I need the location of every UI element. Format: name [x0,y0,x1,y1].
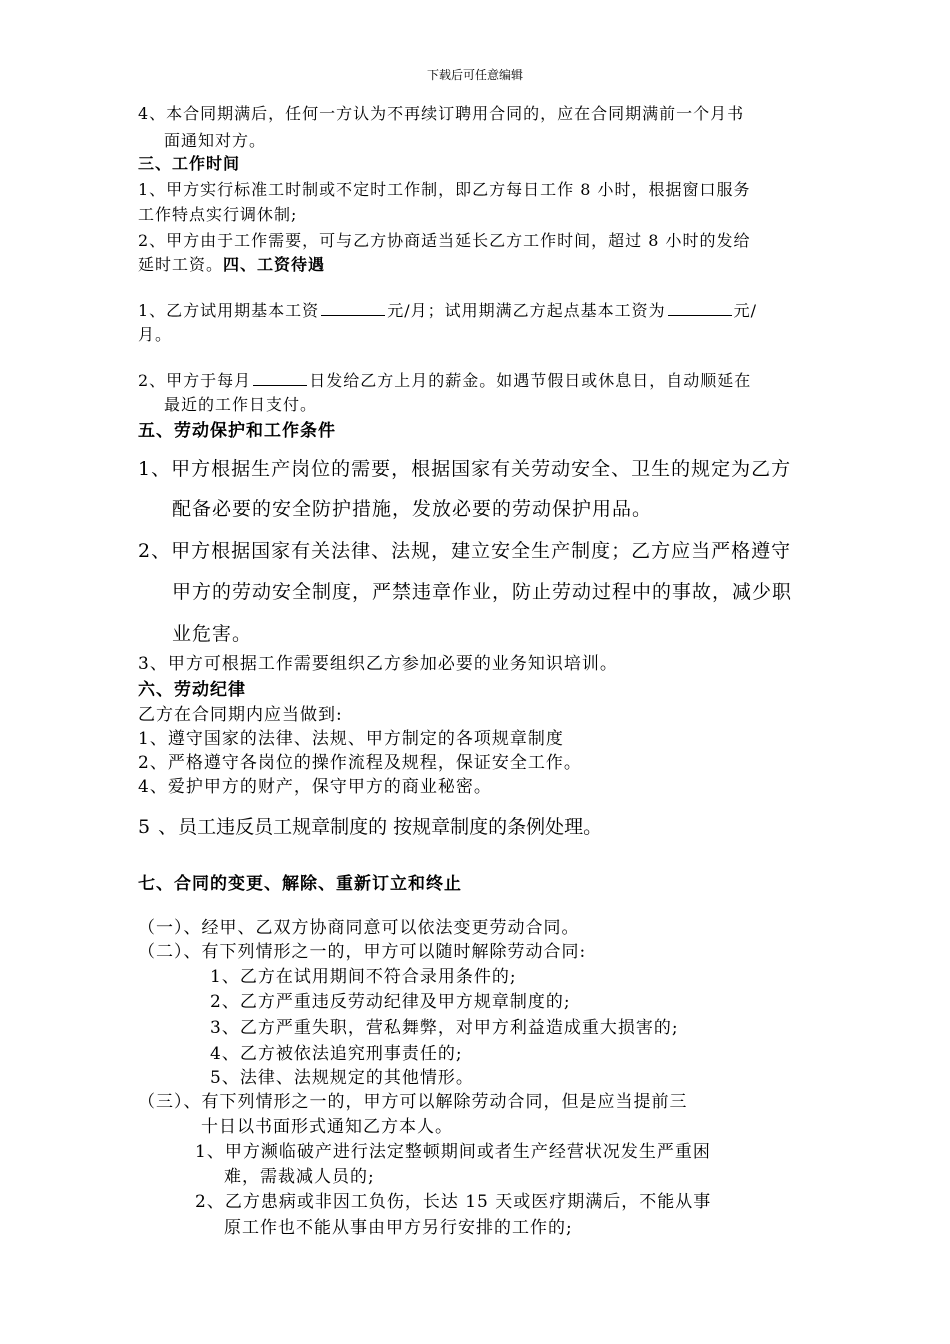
text-line: （二）、有下列情形之一的，甲方可以随时解除劳动合同: [138,942,587,962]
page-header: 下载后可任意编辑 [426,68,523,82]
blank-field [321,298,385,316]
text-fragment: 5 、 [138,816,179,838]
text-line: 1、乙方在试用期间不符合录用条件的; [210,967,517,987]
text-line: 甲方的劳动安全制度，严禁违章作业，防止劳动过程中的事故，减少职 [172,581,793,603]
text-fragment: 元/ [733,301,757,320]
text-line: 工作特点实行调休制; [138,205,298,224]
text-line: 月。 [138,325,173,344]
text-line: 1、遵守国家的法律、法规、甲方制定的各项规章制度 [138,729,564,749]
text-fragment: 2、甲方于每月 [138,371,252,390]
blank-field [668,298,732,316]
text-line: 十日以书面形式通知乙方本人。 [201,1117,453,1137]
text-line: 4、本合同期满后，任何一方认为不再续订聘用合同的，应在合同期满前一个月书 [138,104,745,123]
text-line [138,252,325,275]
section-heading: 三、工作时间 [138,154,241,173]
text-line: 乙方在合同期内应当做到: [138,705,343,725]
text-line: 难，需裁减人员的; [224,1167,375,1187]
text-line: 1、甲方实行标准工时制或不定时工作制，即乙方每日工作 8 小时，根据窗口服务 [138,180,751,199]
section-heading: 五、劳动保护和工作条件 [138,421,336,441]
text-line: 业危害。 [172,623,253,645]
section-heading: 四、工资待遇 [223,255,326,274]
text-fragment: 元/月；试用期满乙方起点基本工资为 [387,301,666,320]
text-line: 2、乙方患病或非因工负伤，长达 15 天或医疗期满后，不能从事 [195,1192,712,1212]
text-line: 4、乙方被依法追究刑事责任的; [210,1044,463,1064]
text-line: 2、乙方严重违反劳动纪律及甲方规章制度的; [210,992,571,1012]
text-fragment: 员工违反员工规章制度的 按规章制度的条例处理。 [178,816,603,838]
text-line: 3、甲方可根据工作需要组织乙方参加必要的业务知识培训。 [138,654,618,674]
blank-field [253,368,307,386]
text-fragment: 日发给乙方上月的薪金。如遇节假日或休息日，自动顺延在 [309,371,752,390]
text-line [138,298,757,321]
text-line: 面通知对方。 [164,131,267,150]
text-line: 4、爱护甲方的财产，保守甲方的商业秘密。 [138,777,492,797]
text-line: 5、法律、法规规定的其他情形。 [210,1068,474,1088]
text-line: （一）、经甲、乙双方协商同意可以依法变更劳动合同。 [138,918,580,938]
text-line: 2、甲方根据国家有关法律、法规，建立安全生产制度；乙方应当严格遵守 [138,540,792,562]
text-fragment: 1、乙方试用期基本工资 [138,301,320,320]
section-heading: 七、合同的变更、解除、重新订立和终止 [138,874,462,894]
text-line: 原工作也不能从事由甲方另行安排的工作的; [224,1218,573,1238]
text-line [138,812,602,839]
text-line: 最近的工作日支付。 [164,395,318,414]
text-line: 2、甲方由于工作需要，可与乙方协商适当延长乙方工作时间，超过 8 小时的发给 [138,231,751,250]
text-line: 2、严格遵守各岗位的操作流程及规程，保证安全工作。 [138,753,582,773]
text-fragment: 延时工资。 [138,255,224,274]
text-line: （三）、有下列情形之一的，甲方可以解除劳动合同，但是应当提前三 [138,1092,688,1112]
text-line: 3、乙方严重失职，营私舞弊，对甲方利益造成重大损害的; [210,1018,679,1038]
text-line: 配备必要的安全防护措施，发放必要的劳动保护用品。 [172,498,653,520]
text-line: 1、甲方濒临破产进行法定整顿期间或者生产经营状况发生严重困 [195,1142,711,1162]
section-heading: 六、劳动纪律 [138,680,246,700]
text-line: 1、甲方根据生产岗位的需要，根据国家有关劳动安全、卫生的规定为乙方 [138,458,792,480]
text-line [138,368,751,391]
